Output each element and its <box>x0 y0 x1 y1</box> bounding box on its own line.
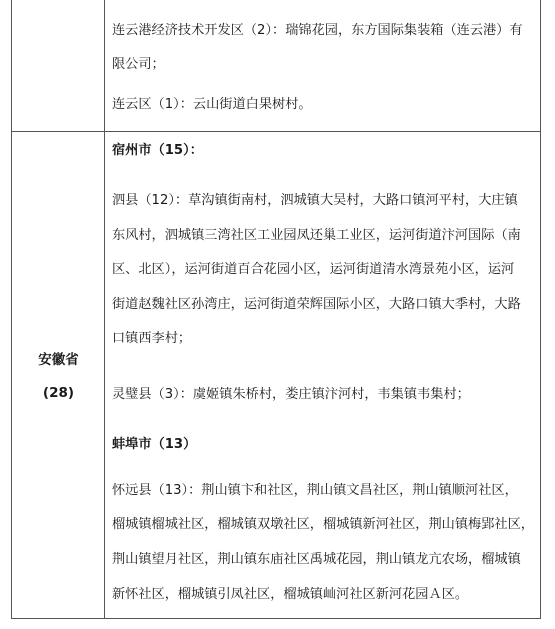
text-line: 连云港经济技术开发区（2）：瑞锦花园，东方国际集装箱（连云港）有 <box>112 23 523 38</box>
text-line: 街道赵魏社区孙湾庄，运河街道荣辉国际小区，大路口镇大季村，大路 <box>112 297 521 312</box>
text-line: 口镇西李村； <box>112 331 192 346</box>
city-heading-bengbu: 蚌埠市（13） <box>112 437 197 452</box>
text-line: 东风村，泗城镇三湾社区工业园凤还巢工业区，运河街道汴河国际（南 <box>112 228 521 243</box>
text-line: 灵璧县（3）：虞姬镇朱桥村，娄庄镇汴河村，韦集镇韦集村； <box>112 387 470 402</box>
city-heading-suzhou: 宿州市（15）： <box>112 143 203 158</box>
text-line: 限公司； <box>112 57 165 72</box>
text-line: 怀远县（13）：荆山镇卞和社区，荆山镇文昌社区，荆山镇顺河社区， <box>112 483 518 498</box>
province-cell <box>12 132 105 618</box>
district-cell <box>106 132 540 618</box>
text-line: 荆山镇望月社区，荆山镇东庙社区禹城花园，荆山镇龙亢农场，榴城镇 <box>112 552 521 567</box>
text-line: 区、北区），运河街道百合花园小区，运河街道清水湾景苑小区，运河 <box>112 262 515 277</box>
province-count: (28) <box>42 385 75 401</box>
province-name: 安徽省 <box>38 352 79 368</box>
district-cell <box>106 0 540 131</box>
text-line: 榴城镇榴城社区，榴城镇双墩社区，榴城镇新河社区，荆山镇梅郢社区， <box>112 517 534 532</box>
text-line: 泗县（12）：草沟镇街南村，泗城镇大吴村，大路口镇河平村，大庄镇 <box>112 193 518 208</box>
text-line: 连云区（1）：云山街道白果树村。 <box>112 97 312 112</box>
data-table <box>11 0 541 619</box>
table-row-lianyungang <box>12 0 540 132</box>
text-line: 新怀社区，榴城镇引凤社区，榴城镇屾河社区新河花园Ａ区。 <box>112 587 469 602</box>
table-row-anhui <box>12 132 540 618</box>
province-cell-empty <box>12 0 105 131</box>
